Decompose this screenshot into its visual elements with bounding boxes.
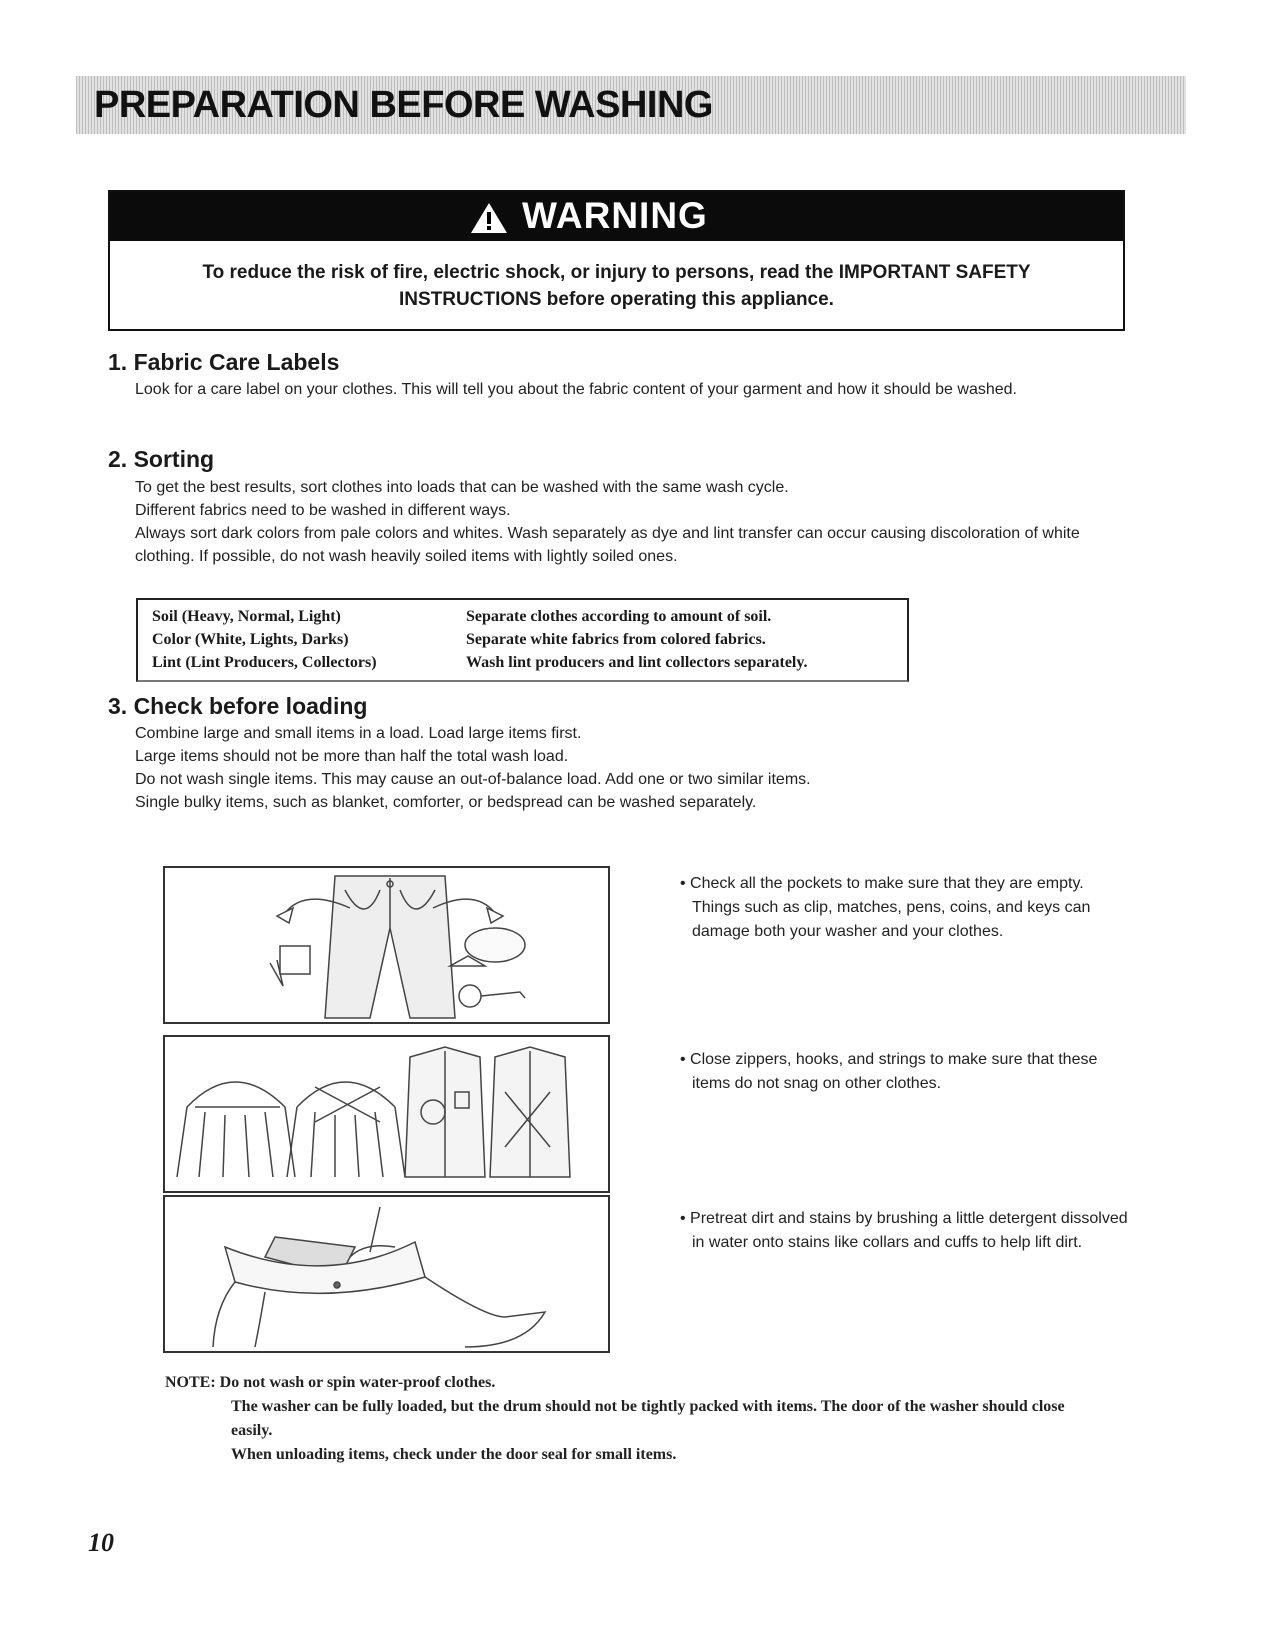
sorting-table xyxy=(136,598,909,682)
paragraph: To get the best results, sort clothes into loads that can be washed with the same wash cycle. xyxy=(135,479,789,496)
note-line: NOTE: Do not wash or spin water-proof clothes. xyxy=(165,1374,496,1391)
zippers-illustration xyxy=(163,1035,610,1193)
bullet-zippers: • Close zippers, hooks, and strings to make sure that these items do not snag on other clothes. xyxy=(680,1051,1098,1092)
table-cell-instruction: Separate clothes according to amount of soil. xyxy=(466,608,772,625)
table-cell-instruction: Separate white fabrics from colored fabrics. xyxy=(466,631,766,648)
pants-pockets-illustration xyxy=(163,866,610,1024)
paragraph: Single bulky items, such as blanket, comforter, or bedspread can be washed separately. xyxy=(135,794,757,811)
table-cell-category: Lint (Lint Producers, Collectors) xyxy=(152,654,377,671)
paragraph: Do not wash single items. This may cause an out-of-balance load. Add one or two similar items. xyxy=(135,771,811,788)
warning-text: To reduce the risk of fire, electric shock, or injury to persons, read the IMPORTANT SAFETY INSTRUCTIONS before operating this appliance. xyxy=(202,262,1031,310)
warning-triangle-icon xyxy=(470,202,508,234)
bullet-pockets: • Check all the pockets to make sure that they are empty. Things such as clip, matches, pens, coins, and keys can damage both your washer and your clothes. xyxy=(680,875,1091,940)
section-title-fabric-care: 1. Fabric Care Labels xyxy=(108,349,340,375)
paragraph: Large items should not be more than half the total wash load. xyxy=(135,748,569,765)
paragraph: Different fabrics need to be washed in different ways. xyxy=(135,502,511,519)
note-block xyxy=(165,1371,1065,1467)
warning-box xyxy=(108,190,1125,331)
warning-heading: WARNING xyxy=(522,195,708,236)
note-line: When unloading items, check under the door seal for small items. xyxy=(231,1446,677,1463)
section-body-fabric-care xyxy=(135,378,1135,401)
section-body-check-loading xyxy=(135,722,1135,814)
section-body-sorting xyxy=(135,476,1135,568)
table-cell-category: Color (White, Lights, Darks) xyxy=(152,631,349,648)
bullet-pretreat: • Pretreat dirt and stains by brushing a little detergent dissolved in water onto stains like collars and cuffs to help lift dirt. xyxy=(680,1210,1128,1251)
warning-header xyxy=(110,192,1123,241)
note-line: The washer can be fully loaded, but the drum should not be tightly packed with items. The door of the washer should close easily. xyxy=(231,1398,1065,1439)
page-number: 10 xyxy=(88,1528,114,1557)
section-title-sorting: 2. Sorting xyxy=(108,446,215,472)
page-title: PREPARATION BEFORE WASHING xyxy=(94,84,713,126)
paragraph: Always sort dark colors from pale colors and whites. Wash separately as dye and lint transfer can occur causing discoloration of white clothing. If possible, do not wash heavily soiled items with lightly soiled ones. xyxy=(135,525,1080,565)
table-cell-instruction: Wash lint producers and lint collectors separately. xyxy=(466,654,808,671)
table-cell-category: Soil (Heavy, Normal, Light) xyxy=(152,608,341,625)
paragraph: Look for a care label on your clothes. This will tell you about the fabric content of your garment and how it should be washed. xyxy=(135,381,1017,398)
pretreat-illustration xyxy=(163,1195,610,1353)
paragraph: Combine large and small items in a load. Load large items first. xyxy=(135,725,582,742)
section-title-check-loading: 3. Check before loading xyxy=(108,693,368,719)
